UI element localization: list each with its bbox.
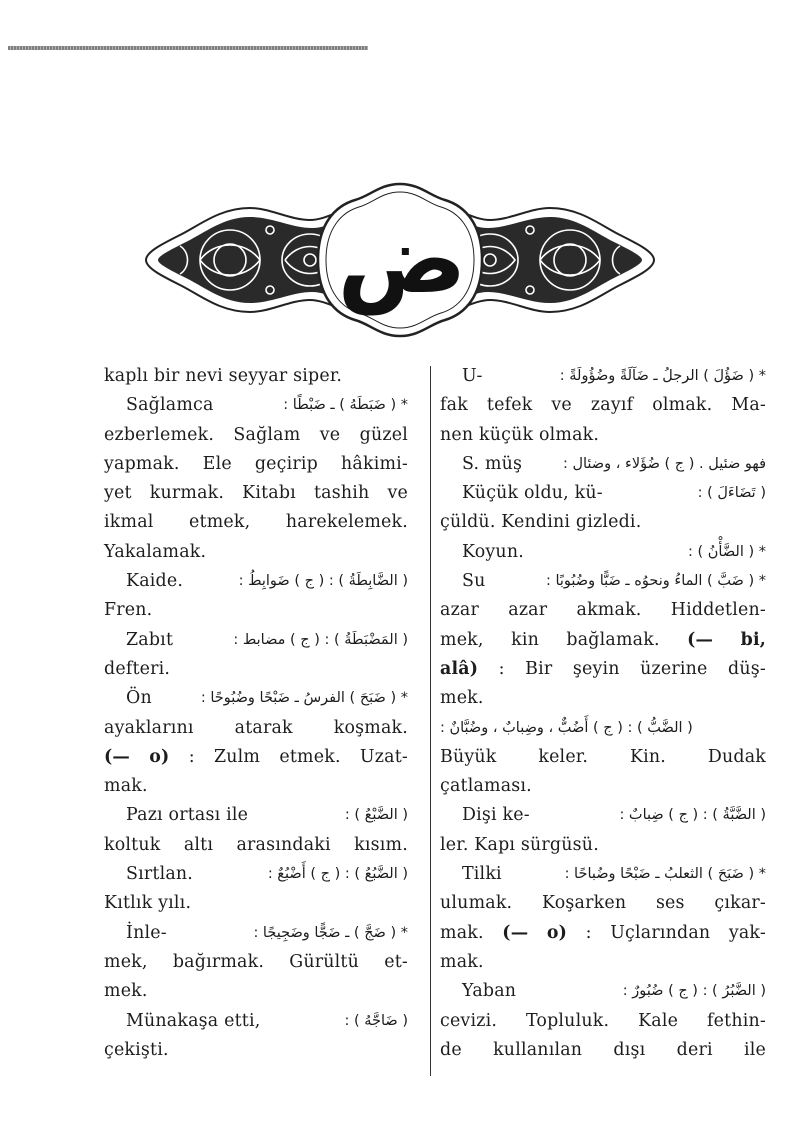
text-line [104, 421, 408, 450]
word: ses [655, 893, 685, 914]
text-line [440, 860, 766, 889]
word: ve [551, 395, 572, 416]
text-line [440, 391, 766, 420]
word: ezberlemek. [104, 424, 215, 445]
text-line [440, 479, 766, 508]
word: keler. [538, 746, 589, 767]
arabic-headword: ( الضَّبَّةُ ) : ( ج ) ضِبابٌ : [619, 807, 766, 824]
text-line [440, 977, 766, 1006]
word: Sağlam [233, 424, 301, 445]
text-line [104, 626, 408, 655]
word: Ele [202, 453, 232, 474]
word: Gürültü [289, 951, 360, 972]
arabic-headword: ( الضَّبُرُ ) : ( ج ) ضُبُورٌ : [622, 983, 766, 1000]
text-line [440, 626, 766, 655]
text-line: mek. [104, 981, 148, 1002]
word: üzerine [640, 658, 708, 679]
turkish-text: Zabıt [126, 629, 174, 650]
arabic-headword: ( الضَّبُّ ) : ( ج ) أَضُبٌّ ، وضِبابٌ ، وضُبَّانٌ : [440, 719, 693, 736]
arabic-headword: * ( ضَبَطَهُ ) ـ ضَبْطًا : [283, 397, 408, 414]
text-line [104, 450, 408, 479]
word: harekelemek. [285, 512, 408, 533]
arabic-headword: * ( ضَبَحَ ) الثعلبُ ـ ضَبْحًا وضُباحًا : [564, 866, 766, 883]
word: tefek [486, 395, 533, 416]
word: Uçlarından [610, 922, 711, 943]
text-line: çekişti. [104, 1039, 169, 1060]
arabic-headword: * ( ضَجَّ ) ـ ضَجًّا وضَجِيجًا : [253, 924, 408, 941]
word: : [188, 746, 195, 767]
text-line: kaplı bir nevi seyyar siper. [104, 366, 343, 386]
word: ve [387, 483, 408, 504]
word: ikmal [104, 512, 154, 533]
turkish-text: Münakaşa etti, [126, 1010, 261, 1031]
arabic-headword: فهو ضئيل . ( ج ) ضُؤَلاء ، وضئال : [562, 455, 766, 472]
turkish-text: Tilki [462, 864, 502, 885]
word: alâ) [440, 658, 479, 679]
word: (— [687, 629, 714, 650]
word: atarak [234, 717, 293, 738]
word: bağırmak. [172, 951, 265, 972]
turkish-text: Su [462, 571, 486, 592]
word: güzel [359, 424, 408, 445]
word: o) [546, 922, 568, 943]
word: mek, [440, 629, 484, 650]
word: akmak. [576, 600, 642, 621]
word: Kitabı [242, 483, 296, 504]
word: Bir [525, 658, 553, 679]
text-line [440, 538, 766, 567]
text-line [440, 567, 766, 596]
word: Büyük [440, 746, 497, 767]
text-line [104, 1007, 408, 1036]
text-line [104, 684, 408, 713]
arabic-headword: * ( ضَبَّ ) الماءُ ونحوُه ـ ضَبًّا وضُبُوبًا : [545, 573, 766, 590]
word: Koşarken [542, 893, 627, 914]
text-line: Fren. [104, 600, 153, 621]
text-line [440, 801, 766, 830]
chapter-letter: ض [337, 203, 467, 315]
text-line [440, 450, 766, 479]
word: o) [149, 746, 170, 767]
text-line: Yakalamak. [104, 541, 207, 562]
word: altı [183, 834, 214, 855]
text-line [440, 1007, 766, 1036]
chapter-ornament [140, 180, 660, 340]
text-line: çüldü. Kendini gizledi. [440, 512, 642, 533]
word: Dudak [707, 746, 766, 767]
text-line [104, 479, 408, 508]
top-rule [8, 46, 368, 50]
arabic-headword: ( الضَّبْعُ ) : [344, 807, 408, 824]
word: Ma- [731, 395, 766, 416]
text-line: mak. [440, 951, 484, 972]
word: çıkar- [714, 893, 766, 914]
turkish-text: Sırtlan. [126, 864, 194, 885]
text-line [440, 655, 766, 684]
word: kurmak. [149, 483, 225, 504]
text-line [104, 508, 408, 537]
text-line [104, 801, 408, 830]
text-line [104, 567, 408, 596]
word: ve [319, 424, 341, 445]
turkish-text: Yaban [462, 981, 517, 1002]
text-line [440, 596, 766, 625]
text-line [104, 919, 408, 948]
text-line [104, 860, 408, 889]
turkish-text: Dişi ke- [462, 805, 530, 826]
word: bağlamak. [566, 629, 660, 650]
word: zayıf [590, 395, 634, 416]
word: (— [104, 746, 131, 767]
text-line: nen küçük olmak. [440, 424, 600, 445]
text-line [440, 362, 766, 391]
word: fak [440, 395, 468, 416]
arabic-headword: ( ضَاجَّهُ ) : [344, 1012, 408, 1029]
word: azar [440, 600, 480, 621]
word: et- [384, 951, 408, 972]
turkish-text: Sağlamca [126, 395, 214, 416]
word: olmak. [652, 395, 713, 416]
turkish-text: İnle- [126, 922, 167, 943]
word: geçirip [254, 453, 318, 474]
word: azar [508, 600, 548, 621]
text-line [104, 831, 408, 860]
word: düş- [728, 658, 766, 679]
word: mek, [104, 951, 148, 972]
text-line [104, 714, 408, 743]
text-line: ler. Kapı sürgüsü. [440, 834, 599, 855]
word: mak. [440, 922, 484, 943]
text-line [104, 391, 408, 420]
word: (— [502, 922, 529, 943]
text-line: çatlaması. [440, 776, 532, 797]
word: şeyin [572, 658, 620, 679]
word: ayaklarını [104, 717, 194, 738]
turkish-text: S. müş [462, 453, 523, 474]
word: Topluluk. [525, 1010, 610, 1031]
word: Kale [638, 1010, 679, 1031]
word: cevizi. [440, 1010, 498, 1031]
word: hâkimi- [341, 453, 408, 474]
word: etmek. [279, 746, 341, 767]
turkish-text: U- [462, 366, 483, 386]
right-column [440, 362, 766, 1065]
word: bi, [740, 629, 766, 650]
text-line [440, 743, 766, 772]
turkish-text: Pazı ortası ile [126, 805, 249, 826]
text-line: Kıtlık yılı. [104, 893, 192, 914]
text-line [440, 919, 766, 948]
text-line: mek. [440, 688, 484, 709]
arabic-headword: * ( ضَبَحَ ) الفرسُ ـ ضَبْحًا وضُبُوحًا : [200, 690, 408, 707]
word: arasındaki [236, 834, 331, 855]
text-line [440, 714, 766, 743]
arabic-headword: ( المَضْبَطَةُ ) : ( ج ) مضابط : [233, 631, 408, 648]
word: etmek, [189, 512, 251, 533]
turkish-text: Küçük oldu, kü- [462, 483, 603, 504]
word: ulumak. [440, 893, 513, 914]
arabic-headword: * ( الضَّأْنُ ) : [688, 543, 766, 560]
text-line: defteri. [104, 658, 171, 679]
turkish-text: Kaide. [126, 571, 184, 592]
text-line [440, 1036, 766, 1065]
word: : [498, 658, 505, 679]
word: Hiddetlen- [670, 600, 766, 621]
word: tashih [313, 483, 370, 504]
arabic-headword: ( تَضَاءَلَ ) : [697, 485, 766, 502]
text-line [104, 743, 408, 772]
word: : [585, 922, 592, 943]
word: koltuk [104, 834, 161, 855]
left-column [104, 362, 408, 1065]
word: kısım. [354, 834, 408, 855]
word: kullanılan [493, 1039, 583, 1060]
arabic-headword: ( الضَّبُعُ ) : ( ج ) أَضْبُعٌ : [267, 866, 408, 883]
word: Kin. [629, 746, 667, 767]
turkish-text: Koyun. [462, 541, 524, 562]
arabic-headword: ( الضَّابِطَةُ ) : ( ج ) ضَوابِطُ : [238, 573, 408, 590]
word: deri [676, 1039, 713, 1060]
word: Uzat- [359, 746, 408, 767]
word: fethin- [707, 1010, 766, 1031]
arabic-headword: * ( ضَؤُلَ ) الرجلُ ـ ضَآلَةً وضُؤُولَةً : [559, 368, 766, 384]
word: yak- [728, 922, 766, 943]
text-line: mak. [104, 776, 148, 797]
word: ile [743, 1039, 766, 1060]
text-line [440, 889, 766, 918]
word: Zulm [213, 746, 261, 767]
word: yapmak. [104, 453, 180, 474]
word: de [440, 1039, 462, 1060]
word: kin [511, 629, 539, 650]
word: yet [104, 483, 132, 504]
turkish-text: Ön [126, 688, 152, 709]
word: koşmak. [333, 717, 408, 738]
column-divider [430, 366, 431, 1076]
word: dışı [613, 1039, 646, 1060]
text-line [104, 948, 408, 977]
